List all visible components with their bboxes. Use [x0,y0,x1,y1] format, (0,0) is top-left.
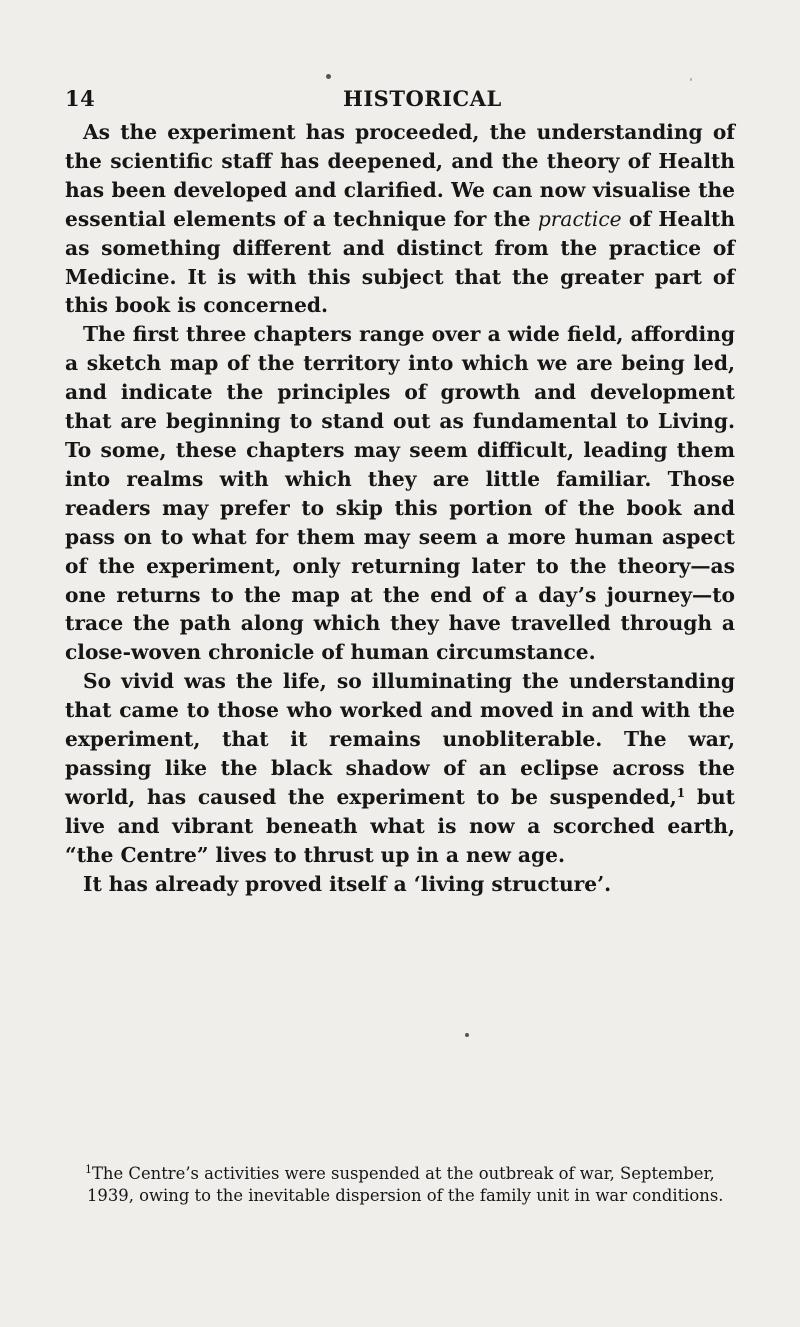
running-title: HISTORICAL [343,86,502,111]
paragraph-4: It has already proved itself a ‘living structure’. [83,871,612,896]
paragraph-2: The first three chapters range over a wide field, affording a sketch map of the territory into which we are being led, and indicate the principles of growth and development that are beginning to stand out as fundamental to Living. To some, these chapters may seem difficult, leading them into realms with which they are little familiar. Those readers may prefer to skip this portion of the book and pass on to what for them may seem a more human aspect of the experiment, only returning later to the theory—as one returns to the map at the end of a day’s journey—to trace the path along which they have travelled through a close-woven chronicle of human circumstance. [65,322,735,665]
footnote-marker: 1 [85,1163,92,1176]
body-text [65,118,735,898]
footnote-reference[interactable]: 1 [676,785,686,800]
emphasis-practice: practice [537,206,622,231]
running-head [65,86,735,114]
footnote-line-1: The Centre’s activities were suspended at the outbreak of war, September, [92,1164,715,1183]
print-speck [326,74,331,79]
paragraph-3: So vivid was the life, so illuminating the understanding that came to those who worked and moved in and with the experiment, that it remains unobliterable. The war, passing like the black shadow of an eclipse across the world, has caused the experiment to be suspended,$^1$ but live and vibrant beneath what is now a scorched earth, “the Centre” lives to thrust up in a new age. [65,669,735,867]
page-number: 14 [65,86,96,111]
print-speck [465,1033,469,1037]
footnote [65,1163,737,1206]
print-speck [690,78,692,81]
paragraph-1: As the experiment has proceeded, the understanding of the scientific staff has deepened, and the theory of Health has been developed and clarified. We can now visualise the essential elements of a technique for the practice of Health as something different and distinct from the practice of Medicine. It is with this subject that the greater part of this book is concerned. [65,120,736,318]
footnote-line-2: 1939, owing to the inevitable dispersion of the family unit in war conditions. [87,1185,724,1205]
